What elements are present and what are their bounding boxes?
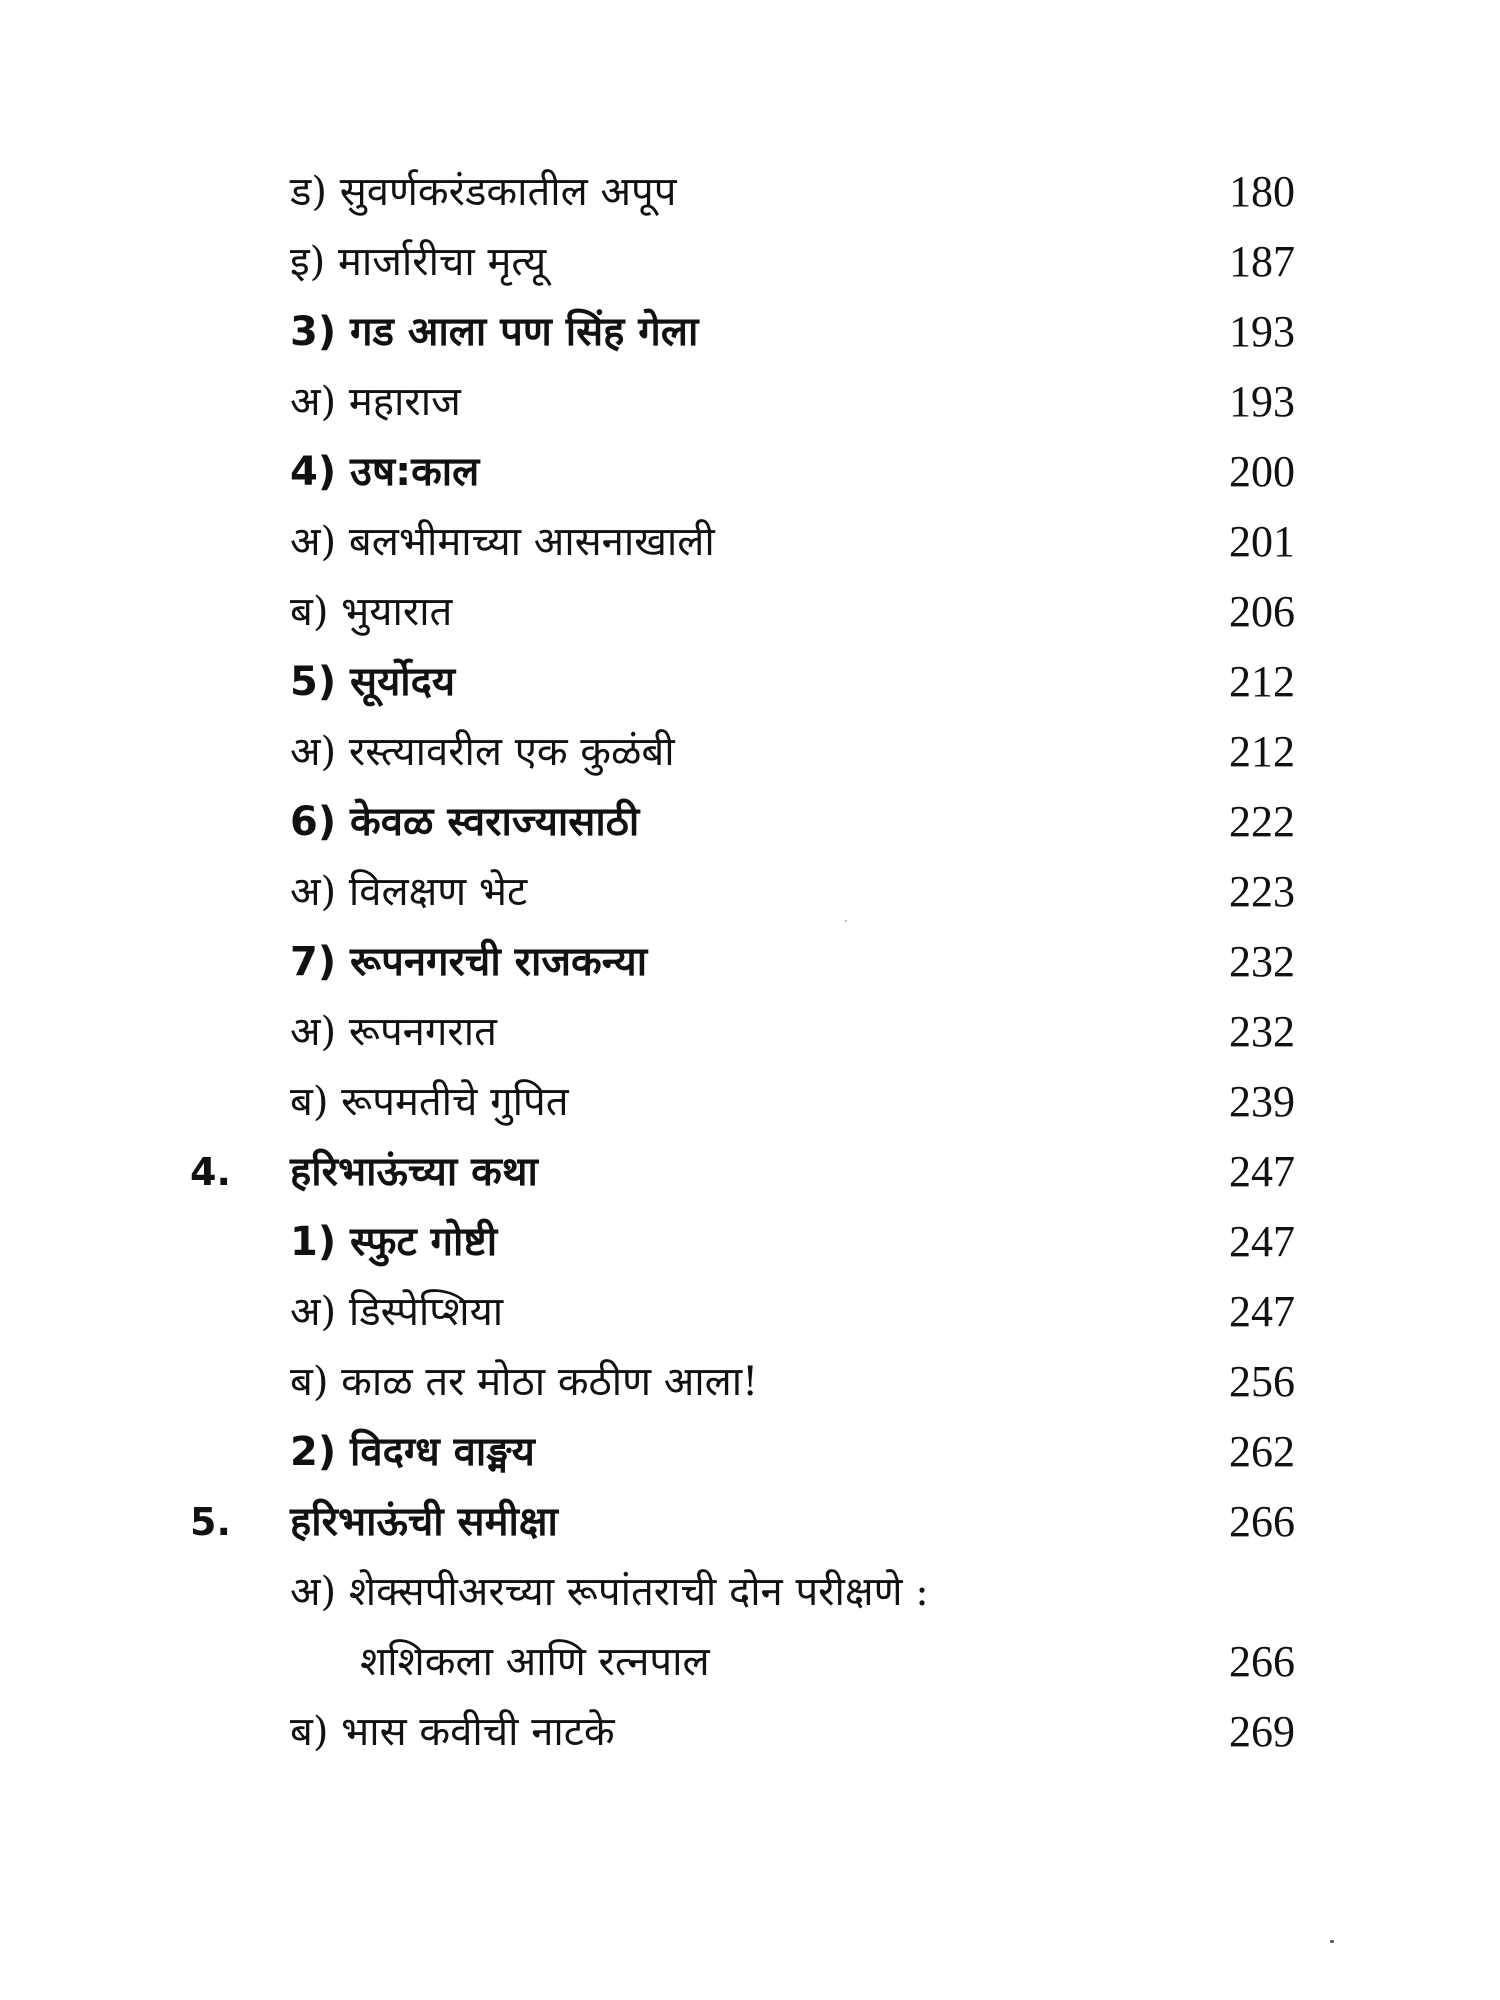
toc-entry-title: अ) शेक्सपीअरच्या रूपांतराची दोन परीक्षणे : [290,1569,929,1615]
toc-chapter-number: 5. [190,1500,231,1544]
toc-entry [0,647,1500,717]
toc-entry-page: 247 [1229,1147,1295,1196]
toc-entry-title: अ) बलभीमाच्या आसनाखाली [290,519,715,565]
toc-entry [0,787,1500,857]
toc-entry-continuation [0,1627,1500,1697]
toc-entry-title: अ) महाराज [290,379,461,425]
toc-entry [0,1697,1500,1767]
scan-speck [845,920,847,922]
toc-entry-title: ड) सुवर्णकरंडकातील अपूप [290,169,677,215]
toc-entry-page: 206 [1229,587,1295,636]
toc-entry [0,157,1500,227]
toc-entry-title: 6) केवळ स्वराज्यासाठी [290,799,640,845]
toc-entry-page: 239 [1229,1077,1295,1126]
toc-entry [0,1277,1500,1347]
toc-entry-page: 212 [1229,657,1295,706]
toc-entry [0,227,1500,297]
toc-entry-page: 200 [1229,447,1295,496]
toc-chapter-number: 4. [190,1150,231,1194]
toc-chapter-title: हरिभाऊंच्या कथा [290,1149,538,1195]
toc-entry-page: 247 [1229,1217,1295,1266]
toc-chapter [0,1137,1500,1207]
toc-entry-page: 201 [1229,517,1295,566]
toc-entry-page: 193 [1229,307,1295,356]
toc-entry [0,577,1500,647]
toc-entry-page: 262 [1229,1427,1295,1476]
toc-entry [0,367,1500,437]
toc-entry-page: 232 [1229,1007,1295,1056]
toc-entry [0,857,1500,927]
toc-entry-title: अ) डिस्पेप्शिया [290,1289,504,1335]
toc-entry-page: 256 [1229,1357,1295,1406]
scan-speck [1330,1940,1334,1943]
toc-entry [0,507,1500,577]
toc-entry-title: ब) काळ तर मोठा कठीण आला! [290,1359,759,1405]
toc-entry-page: 180 [1229,167,1295,216]
toc-entry-page: 222 [1229,797,1295,846]
toc-entry-title: 4) उष:काल [290,449,480,495]
toc-entry [0,1417,1500,1487]
toc-entry [0,997,1500,1067]
toc-entry [0,1207,1500,1277]
toc-entry-title: अ) रूपनगरात [290,1009,497,1055]
toc-entry [0,1557,1500,1627]
toc-entry [0,437,1500,507]
toc-entry-title: अ) रस्त्यावरील एक कुळंबी [290,729,675,775]
toc-chapter [0,1487,1500,1557]
toc-entry [0,717,1500,787]
toc-entry [0,297,1500,367]
toc-entry-page: 266 [1229,1637,1295,1686]
toc-entry-page: 223 [1229,867,1295,916]
toc-entry-title: ब) भास कवीची नाटके [290,1709,615,1755]
toc-entry-page: 193 [1229,377,1295,426]
toc-entry [0,1347,1500,1417]
toc-entry-title: 3) गड आला पण सिंह गेला [290,309,699,355]
toc-entry [0,927,1500,997]
toc-entry-page: 247 [1229,1287,1295,1336]
toc-entry-title: अ) विलक्षण भेट [290,869,528,915]
toc-entry-page: 232 [1229,937,1295,986]
toc-entry-title: शशिकला आणि रत्नपाल [360,1639,710,1685]
toc-entry [0,1067,1500,1137]
toc-entry-title: ब) भुयारात [290,589,453,635]
toc-chapter-title: हरिभाऊंची समीक्षा [290,1499,558,1545]
toc-entry-title: ब) रूपमतीचे गुपित [290,1079,569,1125]
toc-entry-title: 1) स्फुट गोष्टी [290,1219,498,1265]
toc-entry-page: 187 [1229,237,1295,286]
toc-entry-title: 2) विदग्ध वाङ्मय [290,1429,535,1475]
toc-entry-page: 212 [1229,727,1295,776]
toc-entry-title: 5) सूर्योदय [290,659,456,705]
toc-entry-page: 266 [1229,1497,1295,1546]
toc-entry-title: इ) मार्जारीचा मृत्यू [290,239,547,285]
toc-entry-page: 269 [1229,1707,1295,1756]
toc-entry-title: 7) रूपनगरची राजकन्या [290,939,648,985]
